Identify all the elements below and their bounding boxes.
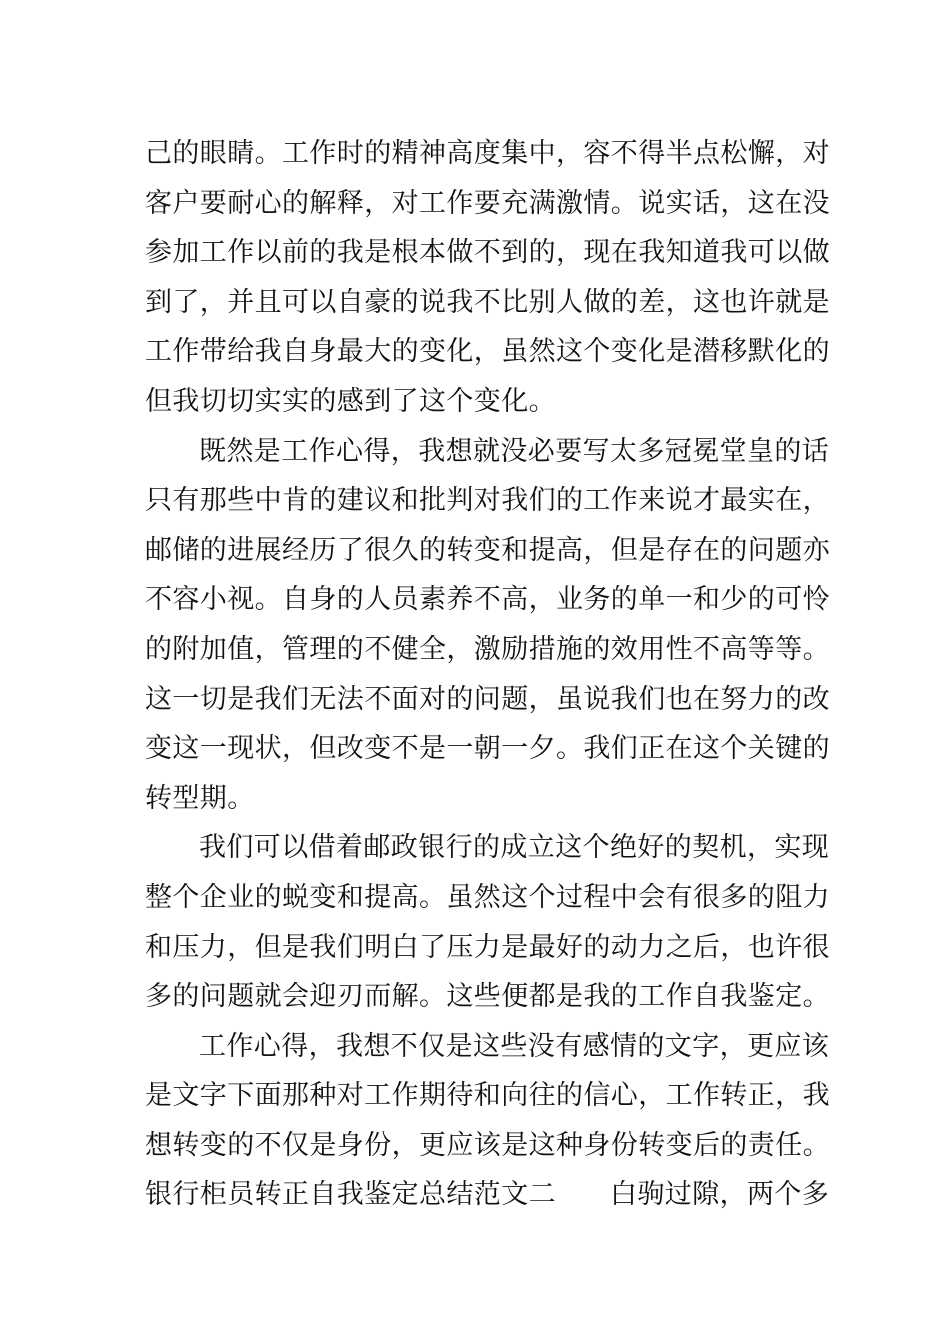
- text-line: 的附加值，管理的不健全，激励措施的效用性不高等等。: [145, 633, 830, 665]
- text-line: 既然是工作心得，我想就没必要写太多冠冕堂皇的话: [199, 435, 830, 467]
- text-line: 邮储的进展经历了很久的转变和提高，但是存在的问题亦: [145, 534, 830, 566]
- text-line: 参加工作以前的我是根本做不到的，现在我知道我可以做: [145, 237, 830, 269]
- text-line: 到了，并且可以自豪的说我不比别人做的差，这也许就是: [145, 286, 830, 318]
- text-line: 是文字下面那种对工作期待和向往的信心，工作转正，我: [145, 1080, 830, 1112]
- body-text: [145, 129, 830, 1220]
- text-line: 多的问题就会迎刃而解。这些便都是我的工作自我鉴定。: [145, 981, 830, 1013]
- text-line: 和压力，但是我们明白了压力是最好的动力之后，也许很: [145, 931, 830, 963]
- text-line: 想转变的不仅是身份，更应该是这种身份转变后的责任。: [145, 1129, 830, 1161]
- text-line: 不容小视。自身的人员素养不高，业务的单一和少的可怜: [145, 584, 830, 616]
- section-title: 银行柜员转正自我鉴定总结范文二: [145, 1179, 556, 1211]
- text-line: 变这一现状，但改变不是一朝一夕。我们正在这个关键的: [145, 733, 830, 765]
- text-line: 只有那些中肯的建议和批判对我们的工作来说才最实在，: [145, 485, 830, 517]
- text-line: 工作心得，我想不仅是这些没有感情的文字，更应该: [199, 1030, 830, 1062]
- text-line: 客户要耐心的解释，对工作要充满激情。说实话，这在没: [145, 187, 830, 219]
- text-line: 工作带给我自身最大的变化，虽然这个变化是潜移默化的: [145, 336, 830, 368]
- section-title-line: [145, 1170, 830, 1220]
- text-line: 我们可以借着邮政银行的成立这个绝好的契机，实现: [199, 832, 830, 864]
- text-line: 这一切是我们无法不面对的问题，虽说我们也在努力的改: [145, 683, 830, 715]
- text-line: 己的眼睛。工作时的精神高度集中，容不得半点松懈，对: [145, 138, 830, 169]
- text-line: 但我切切实实的感到了这个变化。: [145, 385, 556, 417]
- text-line: 转型期。: [145, 782, 255, 814]
- continuation-text: 白驹过隙，两个多: [610, 1179, 830, 1211]
- text-line: 整个企业的蜕变和提高。虽然这个过程中会有很多的阻力: [145, 881, 830, 913]
